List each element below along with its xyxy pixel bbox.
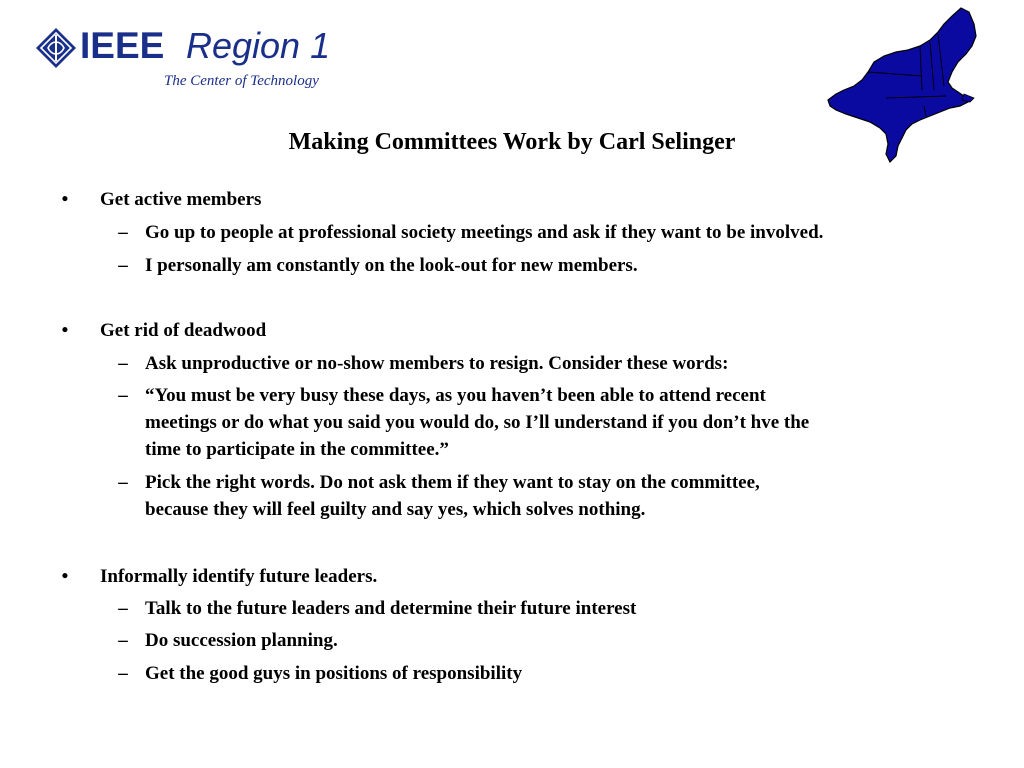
list-item-line: Pick the right words. Do not ask them if they want to stay on the committee, [145, 472, 760, 493]
list-item: Go up to people at professional society meetings and ask if they want to be involved. [145, 222, 824, 243]
logo-tagline: The Center of Technology [164, 73, 319, 89]
dash-marker: – [118, 663, 128, 684]
dash-marker: – [118, 472, 128, 493]
slide-title: Making Committees Work by Carl Selinger [288, 129, 736, 155]
dash-marker: – [118, 255, 128, 276]
list-item: Talk to the future leaders and determine their future interest [145, 598, 637, 619]
dash-marker: – [118, 353, 128, 374]
list-item: I personally am constantly on the look-out for new members. [145, 255, 638, 276]
list-item-line: meetings or do what you said you would do, so I’ll understand if you don’t hve the [145, 412, 810, 433]
bullet-marker: • [61, 566, 69, 587]
dash-marker: – [118, 630, 128, 651]
bullet-marker: • [61, 320, 69, 341]
section-heading: Get rid of deadwood [100, 320, 267, 341]
list-item-line: time to participate in the committee.” [145, 439, 449, 460]
bullet-marker: • [61, 189, 69, 210]
logo-region-text: Region 1 [186, 25, 331, 66]
list-item-line: “You must be very busy these days, as you haven’t been able to attend recent [145, 385, 766, 406]
dash-marker: – [118, 222, 128, 243]
list-item: Do succession planning. [145, 630, 338, 651]
list-item-line: because they will feel guilty and say yes, which solves nothing. [145, 499, 646, 520]
list-item: Get the good guys in positions of responsibility [145, 663, 523, 684]
dash-marker: – [118, 598, 128, 619]
list-item: Ask unproductive or no-show members to resign. Consider these words: [145, 353, 729, 374]
logo-ieee-text: IEEE [80, 25, 165, 66]
dash-marker: – [118, 385, 128, 406]
section-heading: Informally identify future leaders. [100, 566, 378, 587]
section-heading: Get active members [100, 189, 262, 210]
